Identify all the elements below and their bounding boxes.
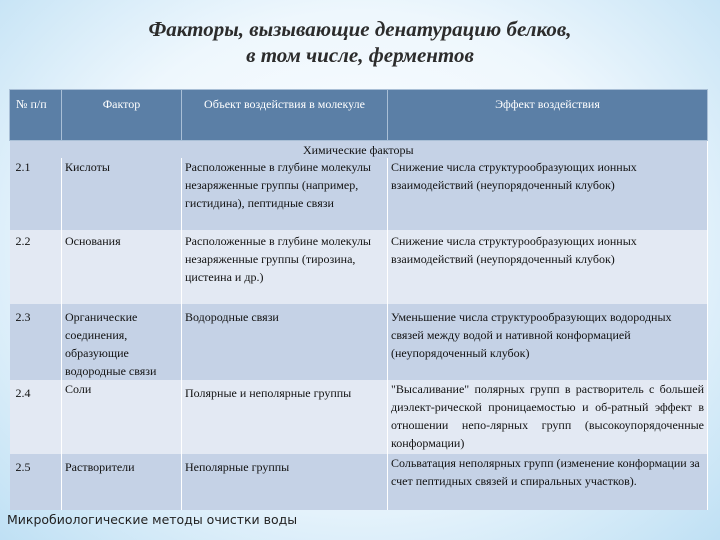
row-num: 2.1 xyxy=(10,158,62,230)
row-num: 2.4 xyxy=(10,380,62,454)
section-label: Химические факторы xyxy=(10,141,708,159)
row-factor: Органические соединения, образующие водородные связи xyxy=(62,304,182,380)
row-target: Расположенные в глубине молекулы незаряженные группы (тирозина, цистеина и др.) xyxy=(182,230,388,304)
table-header-row xyxy=(10,90,708,141)
title-line-1: Факторы, вызывающие денатурацию белков, xyxy=(148,17,572,41)
title-line-2: в том числе, ферментов xyxy=(246,43,474,67)
table-row xyxy=(10,380,708,454)
table-row xyxy=(10,454,708,510)
header-num: № п/п xyxy=(10,90,62,141)
section-row xyxy=(10,141,708,159)
slide-title xyxy=(0,16,720,68)
row-factor: Основания xyxy=(62,230,182,304)
table-row xyxy=(10,158,708,230)
header-factor: Фактор xyxy=(62,90,182,141)
row-num: 2.2 xyxy=(10,230,62,304)
row-target: Полярные и неполярные группы xyxy=(182,380,388,454)
row-factor: Соли xyxy=(62,380,182,454)
header-target: Объект воздействия в молекуле xyxy=(182,90,388,141)
row-target: Неполярные группы xyxy=(182,454,388,510)
row-effect: Снижение числа структурообразующих ионных взаимодействий (неупорядоченный клубок) xyxy=(388,158,708,230)
row-effect: Сольватация неполярных групп (изменение конформации за счет пептидных связей и спиральных участков). xyxy=(388,454,708,510)
row-effect: "Высаливание" полярных групп в растворитель с большей диэлект-рической проницаемостью и об-ратный эффект в отношении непо-лярных групп (высокоупорядоченные конформации) xyxy=(388,380,708,454)
row-effect: Уменьшение числа структурообразующих водородных связей между водой и нативной конформацией (неупорядоченный клубок) xyxy=(388,304,708,380)
table-row xyxy=(10,230,708,304)
row-num: 2.3 xyxy=(10,304,62,380)
row-effect: Снижение числа структурообразующих ионных взаимодействий (неупорядоченный клубок) xyxy=(388,230,708,304)
row-factor: Растворители xyxy=(62,454,182,510)
row-target: Водородные связи xyxy=(182,304,388,380)
row-factor: Кислоты xyxy=(62,158,182,230)
table-row xyxy=(10,304,708,380)
row-target: Расположенные в глубине молекулы незаряженные группы (например, гистидина), пептидные связи xyxy=(182,158,388,230)
header-effect: Эффект воздействия xyxy=(388,90,708,141)
footer-caption: Микробиологические методы очистки воды xyxy=(7,512,298,527)
row-num: 2.5 xyxy=(10,454,62,510)
denaturation-factors-table xyxy=(9,89,708,510)
